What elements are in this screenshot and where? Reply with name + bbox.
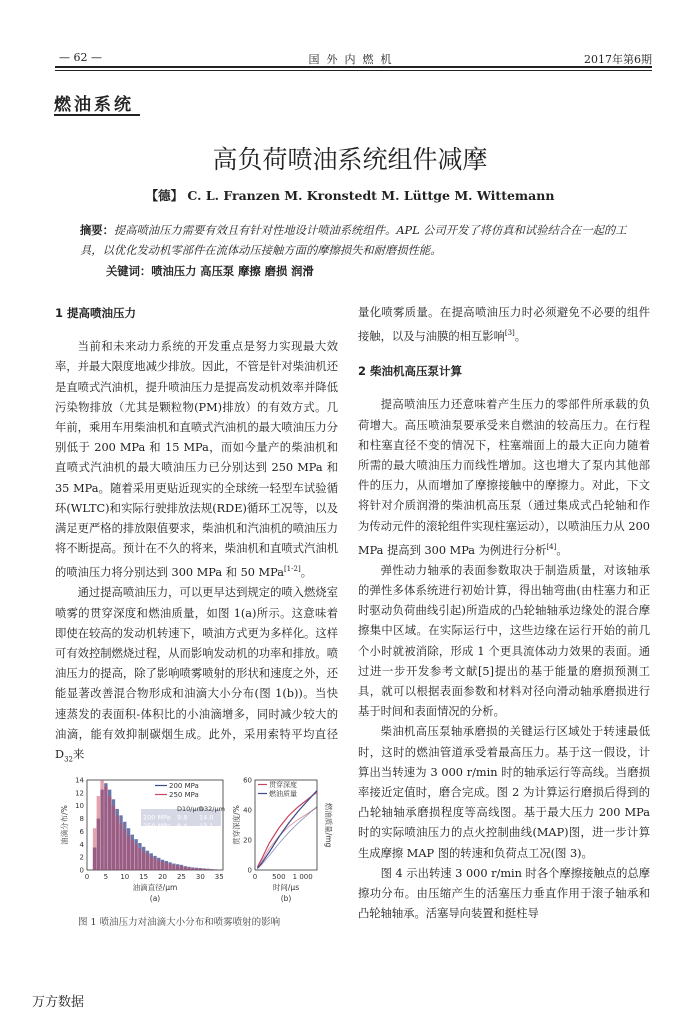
paragraph-3 xyxy=(358,395,650,560)
table-cell: 250 MPa xyxy=(143,822,171,830)
y-axis-label-left: 贯穿深度/% xyxy=(232,805,241,845)
y-axis-label: 油滴分布/% xyxy=(60,805,69,845)
histogram-bar xyxy=(199,869,202,870)
histogram-bar xyxy=(165,863,168,870)
header-rule-thick xyxy=(55,66,652,68)
histogram-bar xyxy=(214,869,217,870)
journal-name: 国外内燃机 xyxy=(308,53,399,66)
histogram-bar xyxy=(168,864,171,870)
y-tick-label: 10 xyxy=(75,802,84,811)
x-tick-label: 20 xyxy=(158,873,168,881)
paragraph-4: 弹性动力轴承的表面参数取决于制造质量，对该轴承的弹性多体系统进行初始计算，得出轴弯曲(由柱塞力和正时驱动负荷曲线引起)所造成的凸轮轴轴承边缘处的混合摩擦集中区域。在实际运行中，这些边缘在运行开始的前几个小时就被消除，形成 1 个更具流体动力效果的表面。通过进一步开发参考文献[5]提出的基于能量的磨损预测工具，就可以根据表面参数和材料对径向滑动轴承磨损进行基于时间和表面情况的分析。 xyxy=(358,563,650,719)
paragraph-0-text: 量化喷雾质量。在提高喷油压力时必须避免不必要的组件接触，以及与油膜的相互影响 xyxy=(358,306,650,343)
paragraph-1-text: 当前和未来动力系统的开发重点是努力实现最大效率，并最大限度地减少排放。因此，不管是针对柴油机还是直喷式汽油机，提升喷油压力是提高发动机效率并降低污染物排放（尤其是颗粒物(PM)排放）的有效方式。几年前，乘用车用柴油机和直喷式汽油机的最大喷油压力分别低于 200 MPa 和 15 MPa，而如今量产的柴油机和直喷式汽油机的最大喷油压力已分别达到 250 MPa 和 35 MPa。随着采用更贴近现实的全球统一轻型车试验循环(WLTC)和实际行驶排放法规(RDE)循环工况等，以及满足更严格的排放限值要求，柴油机和汽油机的喷油压力将不断提高。预计在不久的将来，柴油机和直喷式汽油机的喷油压力将分别达到 300 MPa 和 50 MPa xyxy=(55,340,338,580)
table-header: D10/μm xyxy=(177,805,203,813)
paragraph-2-text: 通过提高喷油压力，可以更早达到规定的喷入燃烧室喷雾的贯穿深度和燃油质量，如图 1(a)所示。这意味着即使在较高的发动机转速下，喷油方式更为多样化。这样可有效控制燃烧过程，从而影响发动机的功率和排放。喷油压力的提高，除了影响喷雾喷射的形状和速度之外，还能显著改善混合物形成和油滴大小分布(图 1(b))。当快速蒸发的表面积-体积比的小油滴增多，同时减少较大的油滴，能有效抑制碳烟生成。此外，采用索特平均直径 D xyxy=(55,586,338,762)
histogram-bar xyxy=(195,868,198,870)
legend-entry: 燃油质量 xyxy=(269,790,297,798)
histogram-bar xyxy=(134,844,137,870)
x-tick-label: 0 xyxy=(252,873,258,881)
y-tick-label: 8 xyxy=(79,815,84,824)
section-rule xyxy=(54,114,140,116)
histogram-bar xyxy=(127,835,130,870)
header-rule-thin xyxy=(55,70,652,71)
page-number: — 62 — xyxy=(59,51,102,64)
histogram-bar xyxy=(100,780,103,870)
section-label: 燃油系统 xyxy=(54,95,134,115)
y-tick-label: 40 xyxy=(243,806,252,815)
x-tick-label: 25 xyxy=(176,873,186,881)
article-title: 高负荷喷油系统组件减摩 xyxy=(212,145,488,174)
abstract xyxy=(80,220,628,261)
y-tick-label: 20 xyxy=(243,836,252,845)
table-cell: 8.4 xyxy=(177,822,188,830)
paragraph-3-end: 。 xyxy=(556,543,568,557)
paragraph-6: 图 4 示出转速 3 000 r/min 时各个摩擦接触点的总摩擦功分布。由压缩产生的活塞压力垂直作用于滚子轴承和凸轮轴轴承。活塞导向装置和挺柱导 xyxy=(358,866,650,921)
series-line xyxy=(257,791,317,869)
chart-a xyxy=(59,777,225,904)
y-tick-label: 60 xyxy=(243,776,252,785)
paragraph-3-text: 提高喷油压力还意味着产生压力的零部件所承载的负荷增大。高压喷油泵要承受来自燃油的较高压力。在行程和柱塞直径不变的情况下，柱塞端面上的最大正向力随着所需的最大喷油压力而线性增加。这也增大了泵内其他部件的压力，从而增加了摩擦接触中的摩擦力。对此，下文将针对介质润滑的柴油机高压泵（通过集成式凸轮轴和作为传动元件的滚轮组件实现柱塞运动），以喷油压力从 200 MPa 提高到 300 MPa 为例进行分析 xyxy=(358,398,650,557)
figure-1 xyxy=(55,772,345,910)
paragraph-1 xyxy=(55,337,338,583)
legend-entry: 200 MPa xyxy=(169,782,199,790)
issue-label: 2017年第6期 xyxy=(584,53,652,66)
citation[interactable]: [4] xyxy=(546,542,557,551)
abstract-text: 提高喷油压力需要有效且有针对性地设计喷油系统组件。APL 公司开发了将仿真和试验结合在一起的工具，以优化发动机零部件在流体动压接触方面的摩擦损失和耐磨损性能。 xyxy=(80,224,627,257)
paragraph-2 xyxy=(55,583,338,769)
histogram-bar xyxy=(202,869,205,870)
y-tick-label: 2 xyxy=(79,853,84,862)
histogram-bar xyxy=(142,851,145,870)
panel-label: (a) xyxy=(149,894,161,903)
y-tick-label: 0 xyxy=(247,866,252,875)
histogram-bar xyxy=(184,867,187,870)
table-header: D32/μm xyxy=(199,805,225,813)
y-tick-label: 12 xyxy=(75,789,84,798)
left-column xyxy=(55,303,338,769)
paragraph-2-end: 来 xyxy=(72,748,85,762)
table-cell: 200 MPa xyxy=(143,813,171,822)
histogram-bar xyxy=(108,796,111,870)
legend-entry: 250 MPa xyxy=(169,791,199,799)
series-line xyxy=(257,806,317,868)
citation[interactable]: [3] xyxy=(504,329,515,338)
heading-2: 2 柴油机高压泵计算 xyxy=(358,364,463,379)
histogram-bar xyxy=(97,796,100,870)
table-cell: 9.8 xyxy=(177,813,188,822)
histogram-bar xyxy=(161,862,164,870)
y-tick-label: 14 xyxy=(75,776,84,785)
histogram-bar xyxy=(172,865,175,870)
y-tick-label: 6 xyxy=(79,827,84,836)
histogram-bar xyxy=(176,866,179,871)
legend-entry: 贯穿深度 xyxy=(269,781,297,789)
paragraph-0-end: 。 xyxy=(514,329,527,343)
histogram-bar xyxy=(206,869,209,870)
histogram-bar xyxy=(104,786,107,870)
x-tick-label: 500 xyxy=(272,873,286,881)
authors: 【德】 C. L. Franzen M. Kronstedt M. Lüttge M. Wittemann xyxy=(145,188,555,203)
right-column xyxy=(358,303,650,924)
histogram-bar xyxy=(180,866,183,870)
histogram-bar xyxy=(153,858,156,870)
histogram-bar xyxy=(157,860,160,870)
abstract-label: 摘要： xyxy=(80,223,114,237)
x-tick-label: 35 xyxy=(214,873,224,881)
histogram-bar xyxy=(210,869,213,870)
table-cell: 13.1 xyxy=(199,822,214,830)
histogram-bar xyxy=(116,815,119,870)
histogram-bar xyxy=(123,830,126,871)
paragraph-5: 柴油机高压泵轴承磨损的关键运行区域处于转速最低时，这时的燃油管道承受着最高压力。基于这一假设，计算出当转速为 3 000 r/min 时的轴承运行等高线。当磨损率接近定值时，磨合完成。图 2 为计算运行磨损后得到的凸轮轴轴承磨损程度等高线图。基于最大压力 200 MPa 时的实际喷油压力的点火控制曲线(MAP)图，进一步计算生成摩擦 MAP 图的转速和负荷点工况(图 3)。 xyxy=(358,725,650,860)
y-axis-label-right: 燃油质量/mg xyxy=(324,802,333,848)
histogram-bar xyxy=(146,854,149,870)
histogram-bar xyxy=(191,868,194,870)
x-tick-label: 10 xyxy=(120,873,130,881)
x-tick-label: 15 xyxy=(139,873,149,881)
histogram-bar xyxy=(93,828,96,870)
paragraph-1-end: 。 xyxy=(300,566,312,580)
y-tick-label: 4 xyxy=(79,840,84,849)
histogram-bar xyxy=(131,840,134,870)
subscript: 32 xyxy=(64,755,73,764)
panel-label: (b) xyxy=(280,894,292,903)
x-tick-label: 30 xyxy=(195,873,205,881)
chart-b xyxy=(231,777,334,904)
histogram-bar xyxy=(119,823,122,870)
citation[interactable]: [1-2] xyxy=(283,565,301,574)
x-tick-label: 5 xyxy=(103,873,109,881)
histogram-bar xyxy=(112,806,115,870)
paragraph-0 xyxy=(358,303,650,347)
y-tick-label: 0 xyxy=(79,866,84,875)
x-tick-label: 1 000 xyxy=(292,873,313,881)
histogram-bar xyxy=(138,848,141,870)
keywords: 关键词：喷油压力 高压泵 摩擦 磨损 润滑 xyxy=(106,264,314,278)
x-tick-label: 0 xyxy=(84,873,90,881)
watermark-footer: 万方数据 xyxy=(32,995,85,1010)
histogram-bar xyxy=(150,857,153,871)
histogram-bar xyxy=(187,867,190,870)
x-axis-label: 油滴直径/μm xyxy=(132,883,178,892)
table-cell: 14.0 xyxy=(199,813,214,822)
x-axis-label: 时间/μs xyxy=(272,883,300,892)
heading-1: 1 提高喷油压力 xyxy=(55,306,137,320)
figure-caption: 图 1 喷油压力对油滴大小分布和喷雾喷射的影响 xyxy=(78,917,281,928)
